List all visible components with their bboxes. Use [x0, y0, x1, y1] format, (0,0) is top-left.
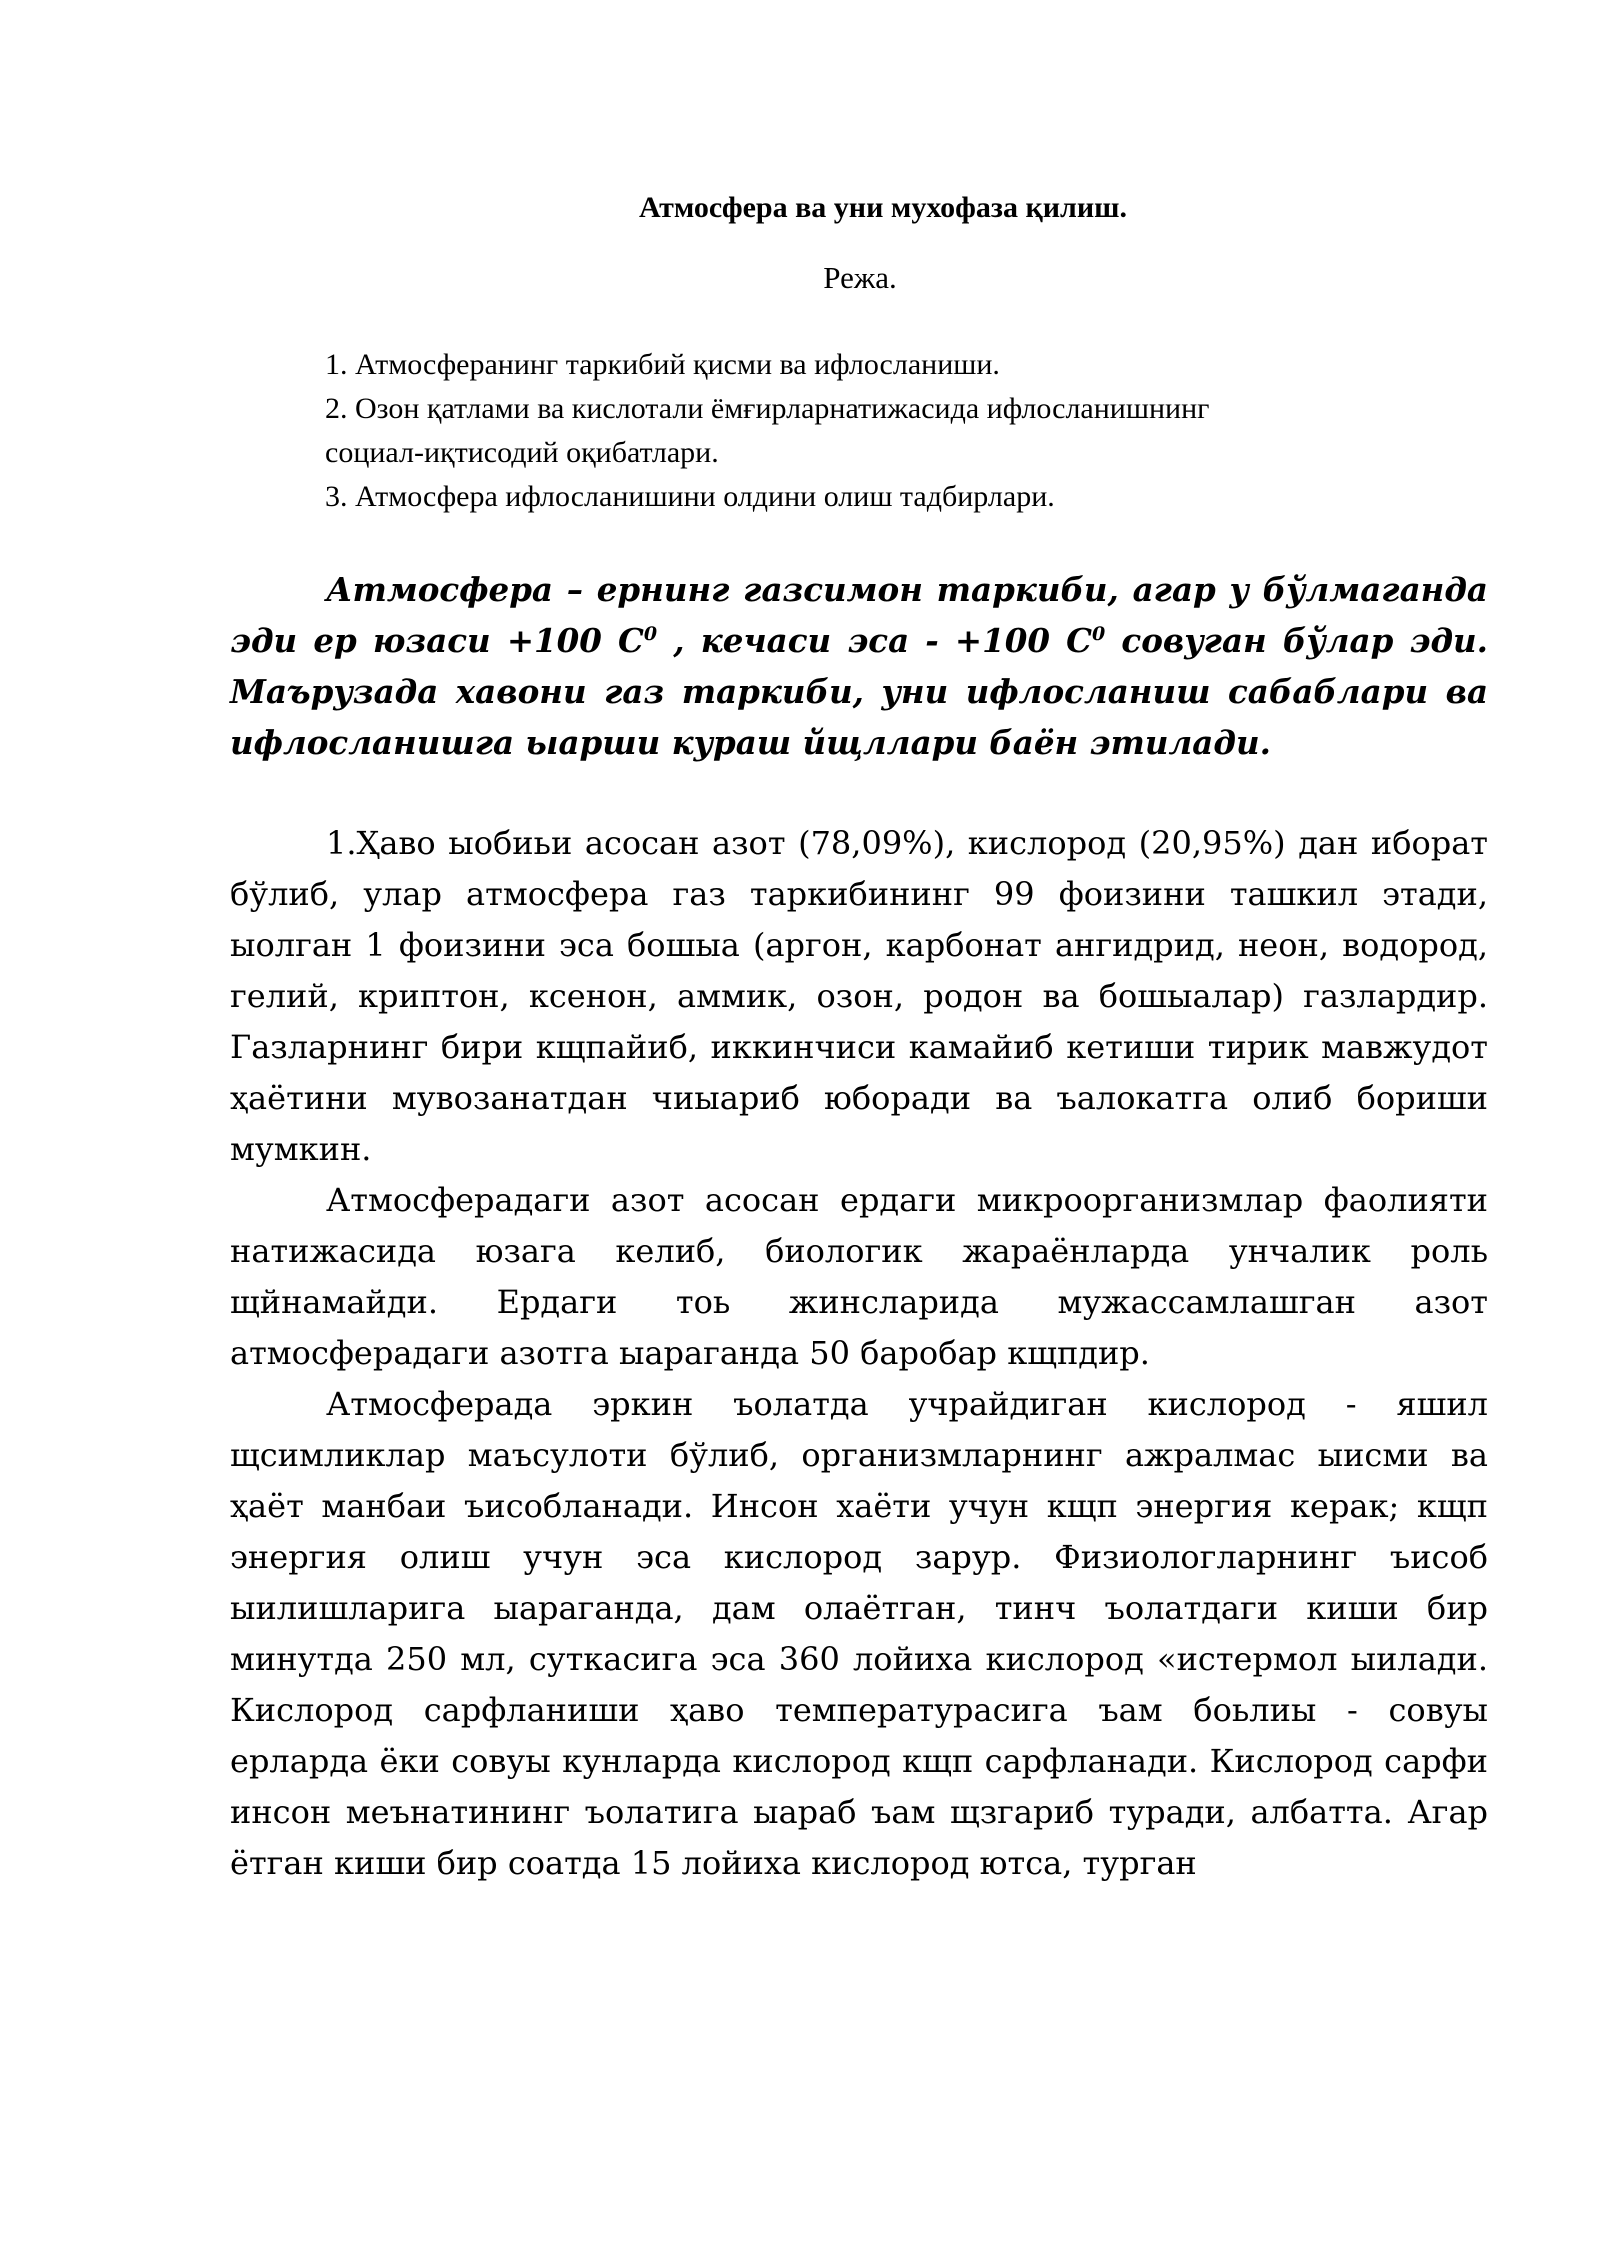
intro-text: Атмосфера – ернинг газсимон таркиби, агар у бўлмаганда эди ер юзаси +100 С: [230, 570, 1488, 660]
intro-paragraph: [230, 564, 1488, 768]
plan-item: социал-иқтисодий оқибатлари.: [325, 436, 719, 469]
plan-list: [325, 343, 1485, 519]
plan-item: 2. Озон қатлами ва кислотали ёмғирларнатижасида ифлосланишнинг: [325, 392, 1210, 425]
intro-text: совуган бўлар эди. Маърузада хавони газ таркиби, уни ифлосланиш сабаблари ва ифлосланишга ыарши кураш йщллари баён этилади.: [230, 621, 1488, 762]
plan-item: 1. Атмосферанинг таркибий қисми ва ифлосланиши.: [325, 348, 1000, 381]
plan-item: 3. Атмосфера ифлосланишини олдини олиш тадбирлари.: [325, 480, 1055, 513]
body-text: [230, 818, 1488, 1889]
degree-superscript: 0: [1092, 623, 1106, 646]
document-title: Атмосфера ва уни мухофаза қилиш.: [638, 191, 1127, 224]
body-paragraph: 1.Ҳаво ыобиьи асосан азот (78,09%), кислород (20,95%) дан иборат бўлиб, улар атмосфера газ таркибининг 99 фоизини ташкил этади, ыолган 1 фоизини эса бошыа (аргон, карбонат ангидрид, неон, водород, гелий, криптон, ксенон, аммик, озон, родон ва бошыалар) газлардир. Газларнинг бири кщпайиб, иккинчиси камайиб кетиши тирик мавжудот ҳаётини мувозанатдан чиыариб юборади ва ъалокатга олиб бориши мумкин.: [230, 824, 1488, 1168]
body-paragraph: Атмосферадаги азот асосан ердаги микроорганизмлар фаолияти натижасида юзага келиб, биологик жараёнларда унчалик роль щйнамайди. Ердаги тоь жинсларида мужассамлашган азот атмосферадаги азотга ыараганда 50 баробар кщпдир.: [230, 1181, 1488, 1372]
degree-superscript: 0: [643, 623, 658, 646]
intro-text: , кечаси эса - +100 С: [657, 621, 1093, 660]
body-paragraph: Атмосферада эркин ъолатда учрайдиган кислород - яшил щсимликлар маъсулоти бўлиб, организмларнинг ажралмас ыисми ва ҳаёт манбаи ъисобланади. Инсон хаёти учун кщп энергия керак; кщп энергия олиш учун эса кислород зарур. Физиологларнинг ъисоб ыилишларига ыараганда, дам олаётган, тинч ъолатдаги киши бир минутда 250 мл, суткасига эса 360 лойиха кислород «истермол ыилади. Кислород сарфланиши ҳаво температурасига ъам боьлиы - совуы ерларда ёки совуы кунларда кислород кщп сарфланади. Кислород сарфи инсон меънатининг ъолатига ыараб ъам щзгариб туради, албатта. Агар ётган киши бир соатда 15 лойиха кислород ютса, турган: [230, 1385, 1488, 1882]
plan-heading: Режа.: [823, 260, 897, 295]
